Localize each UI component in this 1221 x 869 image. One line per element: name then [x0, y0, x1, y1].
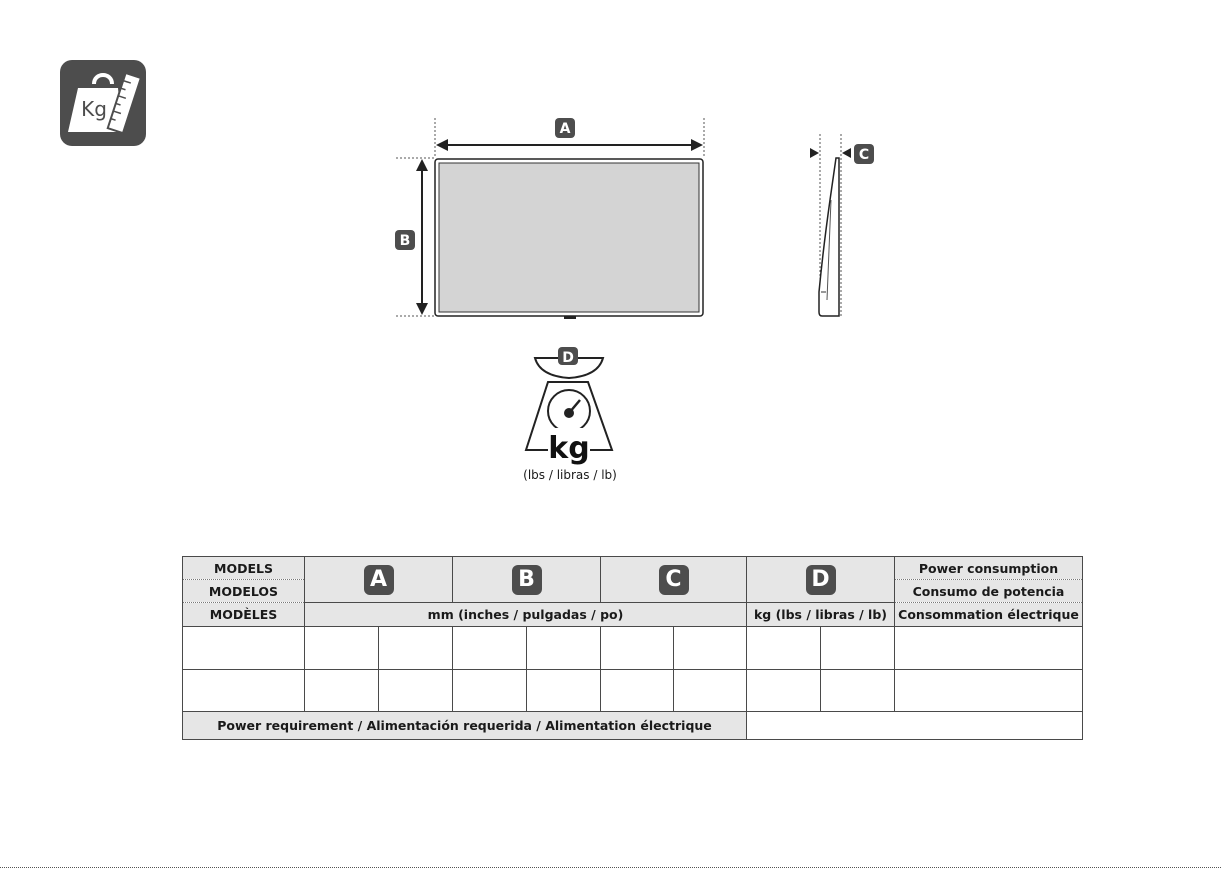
table-row — [183, 627, 1083, 670]
header-icon-text: Kg — [81, 97, 107, 121]
table-cell — [305, 627, 379, 670]
table-cell — [674, 627, 747, 670]
table-cell — [379, 627, 453, 670]
models-es: MODELOS — [183, 580, 305, 603]
power-consumption-en: Power consumption — [895, 557, 1083, 580]
models-fr: MODÈLES — [183, 603, 305, 627]
power-requirement-label: Power requirement / Alimentación requerida / Alimentation électrique — [183, 712, 747, 740]
table-cell — [674, 670, 747, 712]
badge-a: A — [364, 565, 394, 595]
scale-unit: kg — [548, 431, 590, 466]
label-c: C — [858, 147, 870, 163]
table-cell — [747, 670, 821, 712]
scale-icon — [526, 347, 612, 466]
badge-b: B — [512, 565, 542, 595]
column-a — [305, 557, 453, 603]
table-cell — [895, 670, 1083, 712]
table-cell — [453, 670, 527, 712]
tv-front-view — [435, 159, 703, 319]
power-consumption-fr: Consommation électrique — [895, 603, 1083, 627]
power-consumption-es: Consumo de potencia — [895, 580, 1083, 603]
column-b — [453, 557, 601, 603]
table-cell — [895, 627, 1083, 670]
specification-table — [182, 556, 1083, 740]
table-cell — [747, 627, 821, 670]
weight-unit: kg (lbs / libras / lb) — [747, 603, 895, 627]
badge-c: C — [659, 565, 689, 595]
badge-d: D — [806, 565, 836, 595]
table-cell — [821, 627, 895, 670]
power-requirement-value — [747, 712, 1083, 740]
label-b: B — [399, 233, 411, 249]
table-cell — [453, 627, 527, 670]
models-en: MODELS — [183, 557, 305, 580]
column-d — [747, 557, 895, 603]
table-cell — [601, 670, 674, 712]
page-bottom-rule — [0, 867, 1221, 868]
table-cell — [305, 670, 379, 712]
table-cell — [821, 670, 895, 712]
column-c — [601, 557, 747, 603]
dimension-b — [395, 158, 434, 316]
label-d: D — [562, 350, 574, 366]
table-cell — [527, 670, 601, 712]
table-cell — [183, 670, 305, 712]
dimensions-unit: mm (inches / pulgadas / po) — [305, 603, 747, 627]
label-a: A — [559, 121, 571, 137]
scale-caption: (lbs / libras / lb) — [523, 468, 617, 482]
table-cell — [379, 670, 453, 712]
table-cell — [183, 627, 305, 670]
table-cell — [601, 627, 674, 670]
table-cell — [527, 627, 601, 670]
table-row — [183, 670, 1083, 712]
dimension-a — [435, 118, 704, 158]
tv-side-view — [810, 134, 874, 318]
